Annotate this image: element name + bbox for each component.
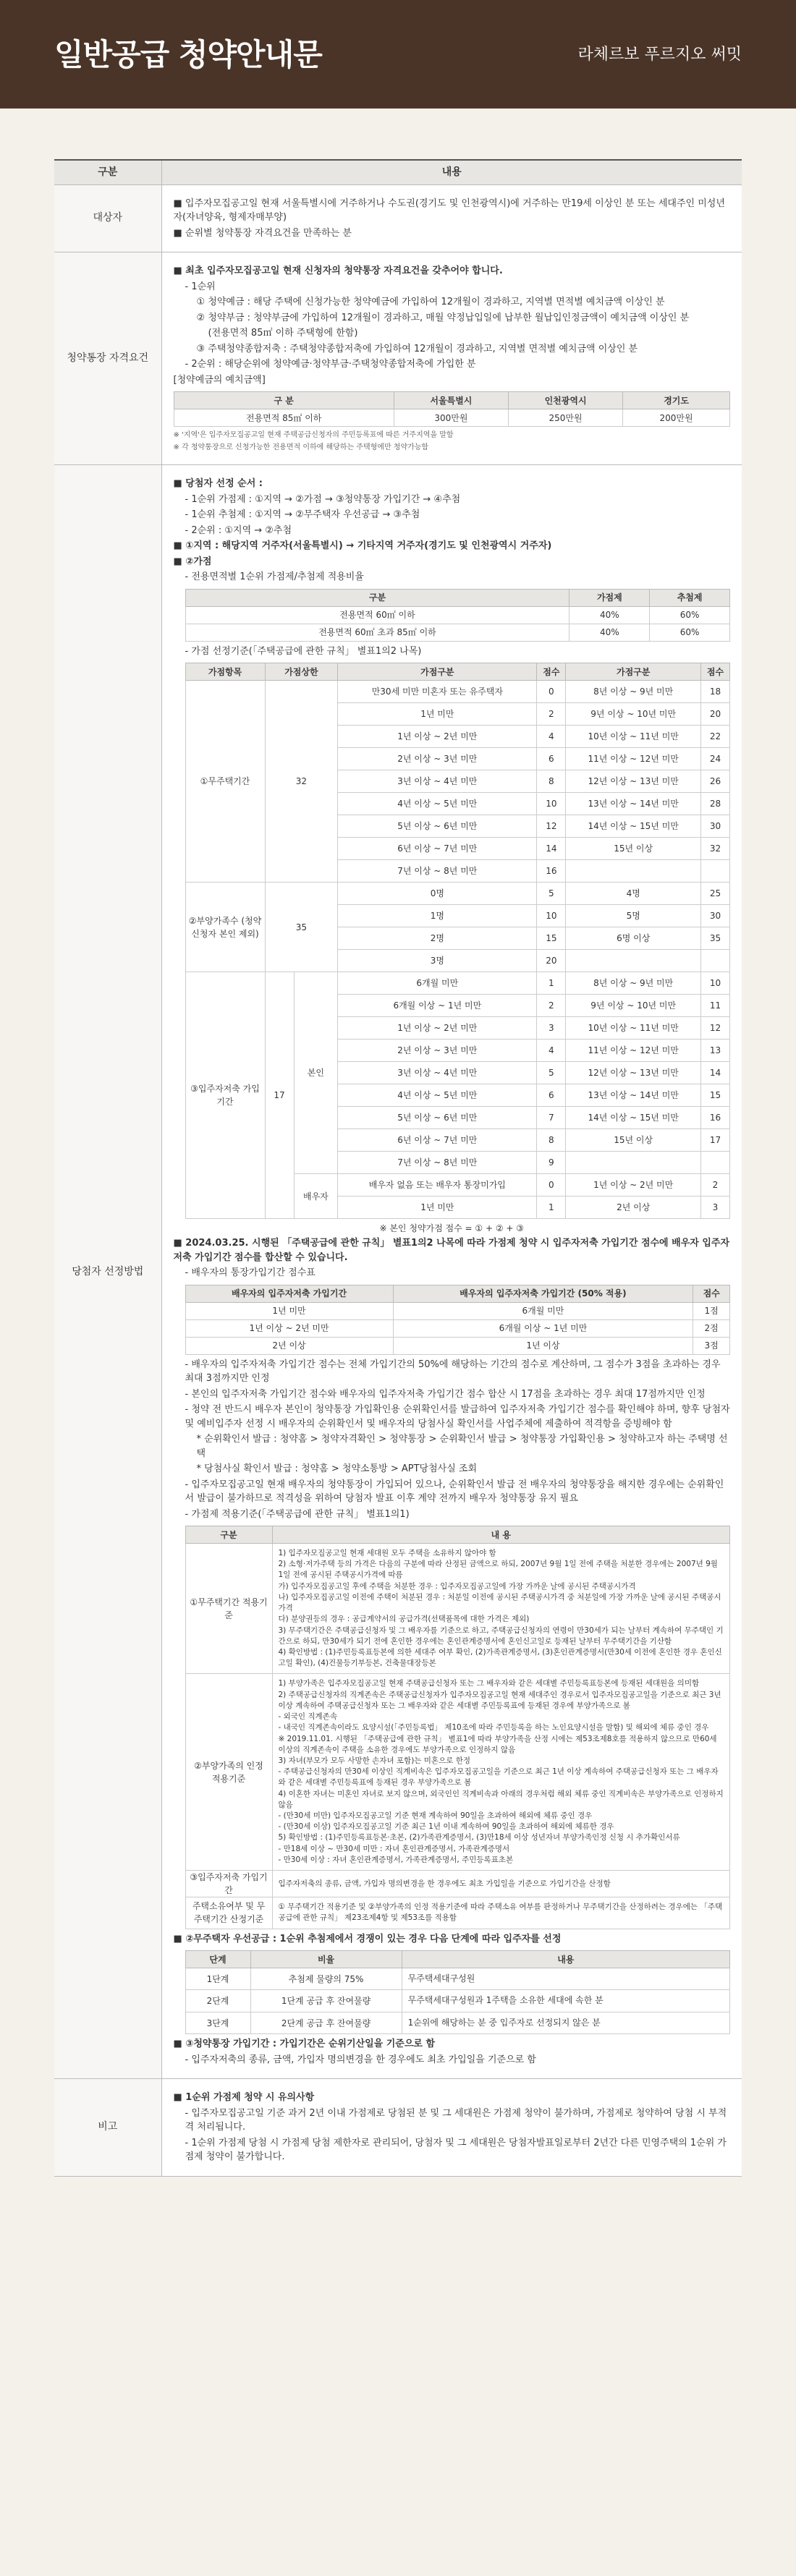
table-cell: 9 [537,1152,566,1174]
footnote: ※ 각 청약통장으로 신청가능한 전용면적 이하에 해당하는 주택형에만 청약가능함 [173,443,429,451]
label-selection-method: 당첨자 선정방법 [54,465,161,2079]
table-row [185,624,730,641]
table-cell: 40% [570,624,650,641]
score-formula-note: ※ 본인 청약가점 점수 = ① + ② + ③ [379,1223,525,1233]
table-cell: ②부양가족수 (청약신청자 본인 제외) [185,883,265,972]
text-line: - 1순위 가점제 : ①지역 → ②가점 → ③청약통장 가입기간 → ④추첨 [185,493,461,505]
table-cell: 32 [701,838,730,860]
table-cell [701,860,730,883]
label-remarks: 비고 [54,2079,161,2177]
table-cell: 무주택세대구성원 [402,1968,729,1990]
text-line: - 1순위 [185,281,216,292]
deposit-header: 서울특별시 [394,392,508,409]
ratio-header: 추첨제 [650,589,730,606]
label-account-requirement: 청약통장 자격요건 [54,252,161,465]
table-cell: 7년 이상 ~ 8년 미만 [338,1152,537,1174]
table-cell: 7년 이상 ~ 8년 미만 [338,860,537,883]
text-line: ■ 최초 입주자모집공고일 현재 신청자의 청약통장 자격요건을 갖추어야 합니다. [173,265,503,276]
group-savings [185,972,730,1219]
table-cell: 배우자 [294,1174,338,1219]
table-cell: 2년 이상 ~ 3년 미만 [338,748,537,770]
table-cell: 1년 미만 [185,1302,393,1319]
table-cell: 12년 이상 ~ 13년 미만 [566,1062,701,1084]
text-line: - 1순위 추첨제 : ①지역 → ②무주택자 우선공급 → ③추첨 [185,509,420,520]
text-line: ■ 2024.03.25. 시행된 「주택공급에 관한 규칙」 별표1의2 나목에 따라 가점제 청약 시 입주자저축 가입기간 점수에 배우자 입주자저축 가입기간 점수를 합산할 수 있습니다. [173,1238,730,1263]
criteria-body [185,1544,730,1929]
table-cell: 2 [701,1174,730,1196]
table-cell: 6 [537,748,566,770]
table-cell: 17 [265,972,294,1219]
text-line: - 본인의 입주자저축 가입기간 점수와 배우자의 입주자저축 가입기간 점수 합산 시 17점을 초과하는 경우 최대 17점까지만 인정 [185,1388,706,1400]
table-cell: 14년 이상 ~ 15년 미만 [566,1107,701,1129]
table-cell: 6개월 미만 [338,972,537,995]
table-cell: 추첨제 물량의 75% [250,1968,402,1990]
text-line: - 가점제 적용기준(「주택공급에 관한 규칙」 별표1의1) [185,1508,410,1520]
row-account-requirement [54,252,742,465]
table-cell: 1점 [693,1302,730,1319]
spouse-header: 배우자의 입주자저축 가입기간 [185,1285,393,1302]
text-line: ① 청약예금 : 해당 주택에 신청가능한 청약예금에 가입하여 12개월이 경과하고, 지역별 면적별 예치금액 이상인 분 [196,297,665,307]
table-cell: 만30세 미만 미혼자 또는 유주택자 [338,681,537,703]
ratio-header: 가점제 [570,589,650,606]
text-line: ■ 1순위 가점제 청약 시 유의사항 [173,2092,315,2104]
table-cell: 1년 이상 ~ 2년 미만 [338,726,537,748]
group-homeless [185,681,730,883]
spouse-table [185,1285,731,1355]
table-cell: 20 [701,703,730,726]
table-cell: 22 [701,726,730,748]
spouse-header: 점수 [693,1285,730,1302]
table-cell: 30 [701,815,730,838]
deposit-header: 인천광역시 [509,392,623,409]
table-cell: 14 [537,838,566,860]
table-cell: 11 [701,995,730,1017]
table-cell: 6년 이상 ~ 7년 미만 [338,838,537,860]
table-cell: 2년 이상 ~ 3년 미만 [338,1040,537,1062]
table-cell: 2년 이상 [185,1337,393,1354]
table-cell: 5년 이상 ~ 6년 미만 [338,815,537,838]
text-line: - 입주자모집공고일 현재 배우자의 청약통장이 가입되어 있으나, 순위확인서 발급 전 배우자의 청약통장을 해지한 경우에는 순위확인서 발급이 불가하므로 적격성을 위하여 당첨자 발표 이후 계약 전까지 배우자 청약통장 유지 필요 [185,1479,724,1504]
table-cell: 주택소유여부 및 무주택기간 산정기준 [185,1897,272,1929]
ratio-header: 구분 [185,589,570,606]
table-cell: 35 [701,927,730,950]
table-cell: 1년 이상 ~ 2년 미만 [566,1174,701,1196]
table-cell: 2년 이상 [566,1196,701,1219]
score-header: 가점상한 [265,663,338,681]
score-header: 가점항목 [185,663,265,681]
table-cell: 32 [265,681,338,883]
table-cell: 4년 이상 ~ 5년 미만 [338,793,537,815]
footnote: ※ '지역'은 입주자모집공고일 현재 주택공급신청자의 주민등록표에 따른 거주지역을 말함 [173,431,454,439]
table-cell: 10 [537,905,566,927]
table-cell: ① 무주택기간 적용기준 및 ②부양가족의 인정 적용기준에 따라 주택소유 여부를 판정하거나 무주택기간을 산정하려는 경우에는 「주택공급에 관한 규칙」 제23조제4항 및 제53조를 적용함 [272,1897,730,1929]
table-cell: 11년 이상 ~ 12년 미만 [566,1040,701,1062]
table-cell: 입주자저축의 종류, 금액, 가입자 명의변경을 한 경우에도 최초 가입일을 기준으로 가입기간을 산정함 [272,1871,730,1897]
table-cell: 10년 이상 ~ 11년 미만 [566,1017,701,1040]
table-cell: 200만원 [623,409,730,427]
table-cell: 9년 이상 ~ 10년 미만 [566,703,701,726]
page-title: 일반공급 청약안내문 [54,36,322,72]
remarks-content [161,2079,742,2177]
text-line: - 배우자의 통장가입기간 점수표 [185,1267,316,1278]
text-line: - 입주자저축의 종류, 금액, 가입자 명의변경을 한 경우에도 최초 가입일을 기준으로 함 [185,2054,536,2065]
text-line: * 당첨사실 확인서 발급 : 청약홈 > 청약소통방 > APT당첨사실 조회 [196,1463,477,1474]
page-header [0,0,796,109]
table-cell: 25 [701,883,730,905]
table-cell: 14년 이상 ~ 15년 미만 [566,815,701,838]
table-cell: 3점 [693,1337,730,1354]
table-cell: 35 [265,883,338,972]
table-cell: 6개월 이상 ~ 1년 미만 [393,1319,693,1337]
table-cell: ③입주자저축 가입기간 [185,1871,272,1897]
table-row [185,972,730,995]
text-line: ■ 순위별 청약통장 자격요건을 만족하는 분 [173,227,352,239]
table-row [185,2012,730,2033]
table-cell: 15년 이상 [566,1129,701,1152]
text-line: - 2순위 : ①지역 → ②추첨 [185,524,292,536]
table-cell: 15 [701,1084,730,1107]
text-line: ■ ②가점 [173,556,212,567]
label-eligible: 대상자 [54,184,161,252]
table-cell: 본인 [294,972,338,1174]
table-cell: 16 [537,860,566,883]
table-cell: 8년 이상 ~ 9년 미만 [566,681,701,703]
table-cell: 7 [537,1107,566,1129]
table-row [185,606,730,624]
text-line: - 가점 선정기준(「주택공급에 관한 규칙」 별표1의2 나목) [185,645,422,657]
table-row [185,1968,730,1990]
table-cell: 무주택세대구성원과 1주택을 소유한 세대에 속한 분 [402,1990,729,2012]
criteria-table [185,1526,731,1929]
text-line: ② 청약부금 : 청약부금에 가입하여 12개월이 경과하고, 매월 약정납입일에 납부한 월납입인정금액이 예치금액 이상인 분 [196,312,690,323]
lottery-header: 비율 [250,1951,402,1968]
table-cell: 15년 이상 [566,838,701,860]
table-cell: 10년 이상 ~ 11년 미만 [566,726,701,748]
table-row [185,1337,730,1354]
deposit-header: 경기도 [623,392,730,409]
table-cell: 24 [701,748,730,770]
table-cell: 60% [650,606,730,624]
table-cell: 1년 미만 [338,1196,537,1219]
table-cell [701,950,730,972]
table-cell [566,860,701,883]
text-line: ③ 주택청약종합저축 : 주택청약종합저축에 가입하여 12개월이 경과하고, 지역별 면적별 예치금액 이상인 분 [196,343,638,354]
table-cell: 1단계 [185,1968,250,1990]
text-line: ■ ③청약통장 가입기간 : 가입기간은 순위기산일을 기준으로 함 [173,2039,436,2050]
table-cell: 1) 부양가족은 입주자모집공고일 현재 주택공급신청자 또는 그 배우자와 같은 세대별 주민등록표등본에 등재된 세대원을 의미함 2) 주택공급신청자의 직계존속은 주택공급신청자가 입주자모집공고일 현재 세대주인 경우로서 입주자모집공고일을 기준으로 최근 3년 이상 계속하여 주택공급신청자 또는 그 배우자와 같은 세대별 주민등록표에 등재된 경우에 부양가족으로 봄 - 외국인 직계존속 - 내국인 직계존속이라도 요양시설(「주민등록법」 제10조에 따라 주민등록을 하는 노인요양시설을 말함) 및 해외에 체류 중인 경우 ※ 2019.11.01. 시행된 「주택공급에 관한 규칙」 별표1에 따라 부양가족을 산정 시에는 제53조제8호를 적용하지 않으므로 만60세 이상의 직계존속이 주택을 소유한 경우에도 부양가족으로 인정하지 않음 3) 자녀(부모가 모두 사망한 손자녀 포함)는 미혼으로 한정 - 주택공급신청자의 만30세 이상인 직계비속은 입주자모집공고일을 기준으로 최근 1년 이상 계속하여 주택공급신청자 또는 그 배우자와 같은 세대별 주민등록표에 등재된 경우 부양가족으로 봄 4) 이혼한 자녀는 미혼인 자녀로 보지 않으며, 외국인인 직계비속과 아래의 경우처럼 해외 체류 중인 직계비속은 부양가족으로 인정하지 않음 - (만30세 미만) 입주자모집공고일 기준 현재 계속하여 90일을 초과하여 해외에 체류 중인 경우 - (만30세 이상) 입주자모집공고일 기준 최근 1년 이내 계속하여 90일을 초과하여 해외에 체류한 경우 5) 확인방법 : (1)주민등록표등본·초본, (2)가족관계증명서, (3)만18세 이상 성년자녀 부양가족인정 신청 시 추가확인서류 - 만18세 이상 ~ 만30세 미만 : 자녀 혼인관계증명서, 가족관계증명서 - 만30세 이상 : 자녀 혼인관계증명서, 가족관계증명서, 주민등록표초본 [272,1674,730,1871]
table-cell: 4 [537,1040,566,1062]
table-cell: 3단계 [185,2012,250,2033]
table-cell: 13년 이상 ~ 14년 미만 [566,1084,701,1107]
selection-content [161,465,742,2079]
lottery-table [185,1950,731,2034]
table-cell: 2명 [338,927,537,950]
text-line: (전용면적 85㎡ 이하 주택형에 한함) [208,328,358,339]
table-cell [701,1152,730,1174]
text-line: ■ 입주자모집공고일 현재 서울특별시에 거주하거나 수도권(경기도 및 인천광역시)에 거주하는 만19세 이상인 분 또는 세대주인 미성년자(자녀양육, 형제자매부양) [173,197,725,223]
table-cell: 12 [537,815,566,838]
table-cell: 1 [537,972,566,995]
table-cell [566,1152,701,1174]
table-cell: 1) 입주자모집공고일 현재 세대원 모두 주택을 소유하지 않아야 함 2) 소형·저가주택 등의 가격은 다음의 구분에 따라 산정된 금액으로 하되, 2007년 9월 1일 전에 주택을 처분한 경우에는 2007년 9월 1일 전에 공시된 주택공시가격에 따름 가) 입주자모집공고일 후에 주택을 처분한 경우 : 입주자모집공고일에 가장 가까운 날에 공시된 주택공시가격 나) 입주자모집공고일 이전에 주택이 처분된 경우 : 처분일 이전에 공시된 주택공시가격 중 처분일에 가장 가까운 날에 공시된 주택공시가격 다) 분양권등의 경우 : 공급계약서의 공급가격(선택품목에 대한 가격은 제외) 3) 무주택기간은 주택공급신청자 및 그 배우자를 기준으로 하고, 주택공급신청자의 연령이 만30세가 되는 날부터 계속하여 무주택인 기간으로 하되, 만30세가 되기 전에 혼인한 경우에는 혼인관계증명서에 혼인신고일로 등재된 날부터 무주택기간을 기산함 4) 확인방법 : (1)주민등록표등본에 의한 세대주 여부 확인, (2)가족관계증명서, (3)혼인관계증명서(만30세 이전에 혼인한 경우 혼인신고일 확인), (4)건물등기부등본, 건축물대장등본 [272,1544,730,1674]
table-cell: 4년 이상 ~ 5년 미만 [338,1084,537,1107]
table-row [185,1302,730,1319]
table-cell: 11년 이상 ~ 12년 미만 [566,748,701,770]
table-cell: 1년 이상 [393,1337,693,1354]
table-cell: 14 [701,1062,730,1084]
text-line: - 전용면적별 1순위 가점제/추첨제 적용비율 [185,571,364,582]
table-cell: 6명 이상 [566,927,701,950]
table-cell: 전용면적 60㎡ 초과 85㎡ 이하 [185,624,570,641]
table-cell: 2점 [693,1319,730,1337]
table-row [185,1897,730,1929]
table-cell: 1년 이상 ~ 2년 미만 [185,1319,393,1337]
table-cell: 6개월 이상 ~ 1년 미만 [338,995,537,1017]
row-remarks [54,2079,742,2177]
brand-name: 라체르보 푸르지오 써밋 [577,45,742,64]
deposit-header: 구 분 [174,392,394,409]
main-table [54,159,742,2177]
table-cell: 10 [701,972,730,995]
table-cell: 13년 이상 ~ 14년 미만 [566,793,701,815]
table-cell: 40% [570,606,650,624]
table-cell: 3년 이상 ~ 4년 미만 [338,1062,537,1084]
table-cell: 8년 이상 ~ 9년 미만 [566,972,701,995]
table-cell: 8 [537,770,566,793]
row-eligible [54,184,742,252]
table-cell: 26 [701,770,730,793]
table-cell: 250만원 [509,409,623,427]
table-cell: 전용면적 85㎡ 이하 [174,409,394,427]
table-cell: 1년 미만 [338,703,537,726]
spouse-header: 배우자의 입주자저축 가입기간 (50% 적용) [393,1285,693,1302]
table-cell: 2단계 공급 후 잔여물량 [250,2012,402,2033]
table-cell: 0명 [338,883,537,905]
table-cell: 5년 이상 ~ 6년 미만 [338,1107,537,1129]
table-cell: 16 [701,1107,730,1129]
deposit-table [174,391,731,427]
table-row [185,1319,730,1337]
text-line: ■ ②무주택자 우선공급 : 1순위 추첨제에서 경쟁이 있는 경우 다음 단계에 따라 입주자를 선정 [173,1933,562,1944]
table-cell: 3명 [338,950,537,972]
score-header: 점수 [537,663,566,681]
table-cell [566,950,701,972]
table-cell: 1 [537,1196,566,1219]
content-panel [54,159,742,2177]
table-cell: 5 [537,883,566,905]
table-cell: 28 [701,793,730,815]
table-cell: 2 [537,703,566,726]
table-cell: 1단계 공급 후 잔여물량 [250,1990,402,2012]
table-row [185,1674,730,1871]
score-header: 가점구분 [338,663,537,681]
table-cell: 5 [537,1062,566,1084]
table-cell: ①무주택기간 [185,681,265,883]
table-cell: 4명 [566,883,701,905]
table-cell: 6년 이상 ~ 7년 미만 [338,1129,537,1152]
table-cell: 20 [537,950,566,972]
score-table [185,663,731,1219]
table-cell: 6 [537,1084,566,1107]
eligible-content [161,184,742,252]
table-cell: 18 [701,681,730,703]
table-cell: 6개월 미만 [393,1302,693,1319]
table-cell: ①무주택기간 적용기준 [185,1544,272,1674]
table-row [185,1544,730,1674]
table-cell: 4 [537,726,566,748]
group-dependents [185,883,730,972]
table-cell: 8 [537,1129,566,1152]
score-header: 점수 [701,663,730,681]
deposit-row [174,409,730,427]
table-cell: 13 [701,1040,730,1062]
text-line: - 2순위 : 해당순위에 청약예금·청약부금·주택청약종합저축에 가입한 분 [185,359,476,370]
table-cell: 12년 이상 ~ 13년 미만 [566,770,701,793]
text-line: - 청약 전 반드시 배우자 본인이 청약통장 가입확인용 순위확인서를 발급하여 입주자저축 가입기간 점수를 확인해야 하며, 향후 당첨자 및 예비입주자 선정 시 배우자의 순위확인서 및 배우자의 당첨사실 확인서를 사업주체에 제출하여 적격항을 증빙해야 함 [185,1404,730,1429]
text-line: ■ 당첨자 선정 순서 : [173,478,263,489]
score-header: 가점구분 [566,663,701,681]
table-row [185,1871,730,1897]
table-cell: 0 [537,1174,566,1196]
table-cell: 12 [701,1017,730,1040]
table-cell: 17 [701,1129,730,1152]
text-line: ■ ①지역 : 해당지역 거주자(서울특별시) → 기타지역 거주자(경기도 및 인천광역시 거주자) [173,540,552,551]
text-line: - 1순위 가점제 당첨 시 가점제 당첨 제한자로 관리되어, 당첨자 및 그 세대원은 당첨자발표일로부터 2년간 다른 민영주택의 1순위 가점제 청약이 불가합니다. [185,2137,727,2163]
table-cell: 0 [537,681,566,703]
table-cell: 30 [701,905,730,927]
table-cell: 1명 [338,905,537,927]
table-cell: 15 [537,927,566,950]
criteria-header: 구분 [185,1526,272,1544]
table-cell: 1순위에 해당하는 분 중 입주자로 선정되지 않은 분 [402,2012,729,2033]
table-cell: 1년 이상 ~ 2년 미만 [338,1017,537,1040]
text-line: [청약예금의 예치금액] [173,374,266,386]
criteria-header: 내 용 [272,1526,730,1544]
col-header-category: 구분 [54,160,161,184]
table-cell: 배우자 없음 또는 배우자 통장미가입 [338,1174,537,1196]
account-content [161,252,742,465]
table-cell: 5명 [566,905,701,927]
text-line: - 배우자의 입주자저축 가입기간 점수는 전체 가입기간의 50%에 해당하는 기간의 점수로 계산하며, 그 점수가 3점을 초과하는 경우 최대 3점까지만 인정 [185,1359,721,1384]
table-cell: 300만원 [394,409,508,427]
text-line: - 입주자모집공고일 기준 과거 2년 이내 가점제로 당첨된 분 및 그 세대원은 가점제 청약이 불가하며, 가점제로 청약하여 당첨 시 부적격 처리됩니다. [185,2107,727,2133]
table-cell: 3 [537,1017,566,1040]
table-cell: 2단계 [185,1990,250,2012]
table-cell: 3년 이상 ~ 4년 미만 [338,770,537,793]
table-cell: 9년 이상 ~ 10년 미만 [566,995,701,1017]
text-line: * 순위확인서 발급 : 청약홈 > 청약자격확인 > 청약통장 > 순위확인서 발급 > 청약통장 가입확인용 > 청약하고자 하는 주택명 선택 [196,1434,728,1459]
col-header-content: 내용 [161,160,742,184]
table-cell: 2 [537,995,566,1017]
table-cell: 10 [537,793,566,815]
row-selection-method [54,465,742,2079]
lottery-header: 내용 [402,1951,729,1968]
table-row [185,681,730,703]
table-cell: 60% [650,624,730,641]
table-cell: 3 [701,1196,730,1219]
ratio-table [185,589,731,642]
table-row [185,883,730,905]
table-row [185,1990,730,2012]
table-cell: 전용면적 60㎡ 이하 [185,606,570,624]
lottery-header: 단계 [185,1951,250,1968]
table-cell: ③입주자저축 가입기간 [185,972,265,1219]
table-cell: ②부양가족의 인정 적용기준 [185,1674,272,1871]
